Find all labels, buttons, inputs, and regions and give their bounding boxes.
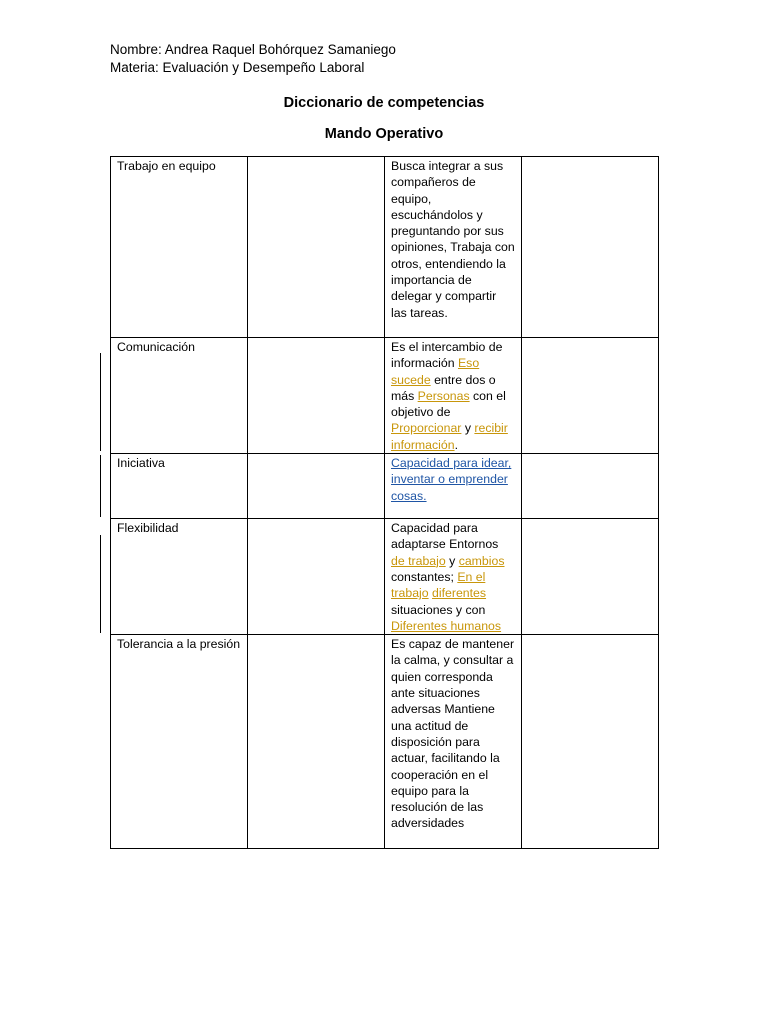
definition-link[interactable]: Capacidad para idear, inventar o emprender cosas. — [391, 456, 512, 503]
table-row — [111, 338, 659, 454]
document-title: Diccionario de competencias — [283, 95, 485, 111]
definition-text: Es capaz de mantener la calma, y consultar a quien corresponda ante situaciones adversas Mantiene una actitud de disposición para actuar, facilitando la cooperación en el equipo para la resolución de las adversidades — [391, 637, 515, 831]
empty-cell — [248, 519, 385, 635]
margin-line — [100, 535, 101, 633]
definition-text: Capacidad para adaptarse Entornos — [391, 521, 499, 552]
definition-link[interactable]: En el trabajo — [391, 569, 486, 601]
competency-definition — [385, 519, 522, 635]
definition-text: y — [445, 553, 459, 568]
empty-cell — [522, 635, 659, 849]
definition-link[interactable]: cambios — [458, 553, 505, 568]
competencies-table — [110, 156, 659, 849]
definition-link[interactable]: Eso sucede — [391, 356, 480, 387]
definition-text: constantes; — [391, 569, 458, 584]
competency-name: Comunicación — [111, 338, 248, 454]
competency-definition — [385, 454, 522, 519]
table-row — [111, 454, 659, 519]
table-row — [111, 157, 659, 338]
table-row — [111, 635, 659, 849]
competency-name: Iniciativa — [111, 454, 248, 519]
margin-line — [100, 353, 101, 451]
definition-text: . — [454, 437, 458, 452]
empty-cell — [248, 338, 385, 454]
subject-line: Materia: Evaluación y Desempeño Laboral — [110, 60, 365, 75]
definition-text: con el objetivo de — [391, 388, 506, 420]
competency-definition — [385, 338, 522, 454]
empty-cell — [522, 519, 659, 635]
definition-text: entre dos o más — [391, 372, 496, 403]
student-name-line: Nombre: Andrea Raquel Bohórquez Samaniego — [110, 42, 396, 57]
definition-link[interactable]: diferentes — [432, 586, 487, 601]
definition-text: y — [461, 421, 475, 436]
empty-cell — [522, 454, 659, 519]
empty-cell — [248, 157, 385, 338]
definition-text: situaciones y con — [391, 602, 486, 617]
definition-link[interactable]: Personas — [417, 388, 470, 403]
competency-definition — [385, 635, 522, 849]
definition-text: Busca integrar a sus compañeros de equipo, escuchándolos y preguntando por sus opiniones, Trabaja con otros, entendiendo la importancia de delegar y compartir las tareas. — [391, 159, 515, 320]
competency-definition — [385, 157, 522, 338]
competency-name: Trabajo en equipo — [111, 157, 248, 338]
definition-link[interactable]: recibir información — [391, 421, 508, 452]
definition-link[interactable]: de trabajo — [391, 553, 446, 568]
definition-link[interactable]: Proporcionar — [391, 421, 462, 436]
margin-line — [100, 455, 101, 517]
competency-name: Tolerancia a la presión — [111, 635, 248, 849]
empty-cell — [522, 157, 659, 338]
empty-cell — [248, 454, 385, 519]
definition-link[interactable]: Diferentes humanos — [391, 618, 502, 633]
document-subtitle: Mando Operativo — [324, 126, 444, 142]
empty-cell — [522, 338, 659, 454]
competency-name: Flexibilidad — [111, 519, 248, 635]
definition-text: Es el intercambio de información — [391, 340, 503, 371]
empty-cell — [248, 635, 385, 849]
table-row — [111, 519, 659, 635]
